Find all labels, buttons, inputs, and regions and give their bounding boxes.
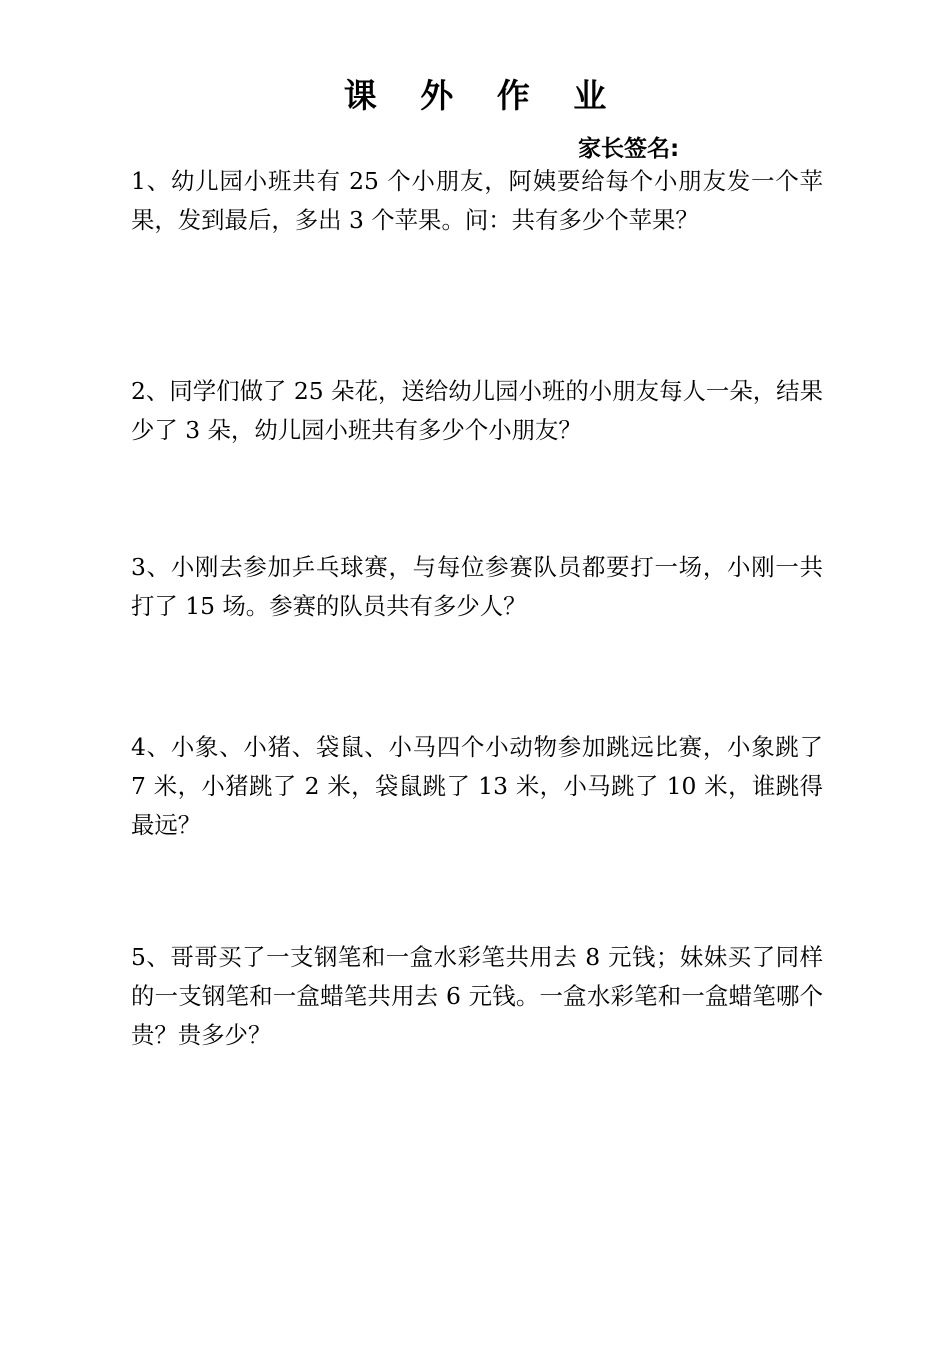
page-title: 课 外 作 业: [343, 76, 623, 115]
question-2: 2、同学们做了 25 朵花，送给幼儿园小班的小朋友每人一朵，结果少了 3 朵，幼儿园小班共有多少个小朋友？: [131, 377, 823, 444]
question-4: 4、小象、小猪、袋鼠、小马四个小动物参加跳远比赛，小象跳了 7 米，小猪跳了 2 米，袋鼠跳了 13 米，小马跳了 10 米，谁跳得最远？: [131, 733, 823, 839]
question-5: 5、哥哥买了一支钢笔和一盒水彩笔共用去 8 元钱；妹妹买了同样的一支钢笔和一盒蜡笔共用去 6 元钱。一盒水彩笔和一盒蜡笔哪个贵？贵多少？: [131, 943, 823, 1049]
question-3: 3、小刚去参加乒乓球赛，与每位参赛队员都要打一场，小刚一共打了 15 场。参赛的队员共有多少人？: [131, 553, 823, 620]
question-1: 1、幼儿园小班共有 25 个小朋友，阿姨要给每个小朋友发一个苹果，发到最后，多出 3 个苹果。问：共有多少个苹果？: [131, 167, 823, 234]
parent-signature-label: 家长签名:: [578, 136, 680, 162]
